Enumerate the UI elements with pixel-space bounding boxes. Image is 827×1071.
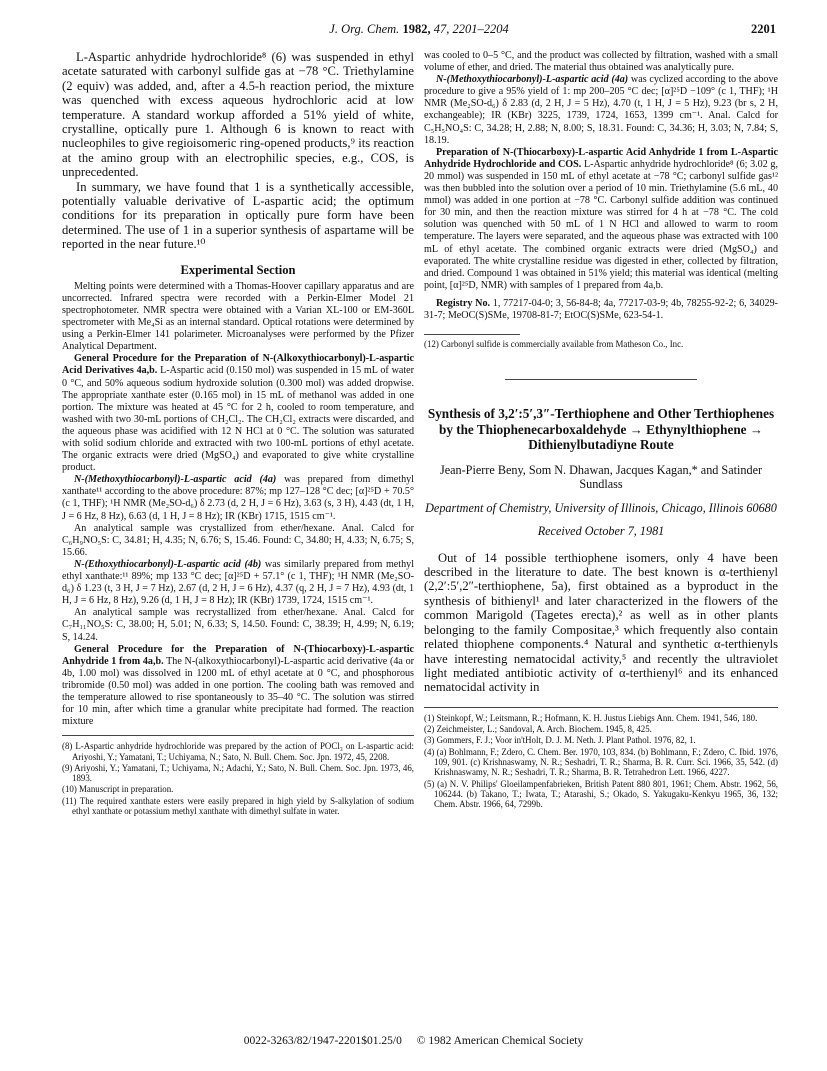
paragraph-compound-4a xyxy=(62,474,414,522)
paragraph-preparation-cos xyxy=(424,147,778,292)
footnote-3: (3) Gommers, F. J.; Voor in'tHolt, D. J. M. Neth. J. Plant Pathol. 1976, 82, 1. xyxy=(424,735,696,746)
article-body xyxy=(424,551,778,695)
compound-heading: N-(Ethoxythiocarbonyl)-L-aspartic acid (4b) xyxy=(74,558,262,570)
paragraph-general-procedure-2 xyxy=(62,644,414,729)
copyright-notice: © 1982 American Chemical Society xyxy=(416,1035,584,1047)
footnote-5: (5) (a) N. V. Philips' Gloeilampenfabrieken, British Patent 880 801, 1961; Chem. Abstr. 1962, 56, 106244. (b) Takano, T.; Iwata, T.; Atarashi, S.; Okado, S. Yakugaku-Kenkyu 1965, 36, 132; Chem. Abstr. 1966, 64, 7299b. xyxy=(424,778,778,810)
footnote-divider xyxy=(62,735,414,736)
section-title-experimental: Experimental Section xyxy=(180,262,296,277)
intro-text xyxy=(62,50,414,252)
footnote-9: (9) Ariyoshi, Y.; Yamatani, T.; Uchiyama, N.; Adachi, Y.; Sato, N. Bull. Chem. Soc. Jpn. 1973, 46, 1893. xyxy=(62,762,414,784)
left-column xyxy=(62,50,414,817)
footnotes-left xyxy=(62,741,414,816)
procedure-body: The N-(alkoxythiocarbonyl)-L-aspartic acid derivative (4a or 4b, 1.00 mol) was dissolved in 1200 mL of ethyl acetate at 0 °C, and phosphorous tribromide (0.50 mol) was added in one portion. The cooling bath was removed and the temperature allowed to rise spontaneously to 35–40 °C. The solution was stirred for 10 min, after which time a granular white precipitate had formed. The reaction mixture xyxy=(62,655,414,728)
paragraph-general-procedure-1 xyxy=(62,353,414,474)
paragraph-compound-4b xyxy=(62,559,414,607)
journal-citation xyxy=(62,22,776,37)
footnote-8: (8) L-Aspartic anhydride hydrochloride was prepared by the action of POCl₃ on L-aspartic acid: Ariyoshi, Y.; Yamatani, T.; Uchiyama, N.; Sato, N. Bull. Chem. Soc. Jpn. 1972, 45, 2208. xyxy=(62,741,414,762)
compound-heading: N-(Methoxythiocarbonyl)-L-aspartic acid (4a) xyxy=(74,474,277,486)
right-column xyxy=(424,50,778,810)
journal-pages: 2201–2204 xyxy=(452,22,509,36)
procedure-heading: Preparation of N-(Thiocarboxy)-L-aspartic Acid Anhydride 1 from L-Aspartic Anhydride Hydrochloride and COS. xyxy=(424,146,778,170)
page-footer xyxy=(0,1035,827,1047)
procedure-heading: General Procedure for the Preparation of N-(Thiocarboxy)-L-aspartic Anhydride 1 from 4a,b. xyxy=(62,643,414,667)
footnote-divider xyxy=(424,334,520,335)
compound-body: was cyclized according to the above procedure to give a 95% yield of 1: mp 200–205 °C dec; [α]²⁵D −109° (c 1, THF); ¹H NMR (Me₂SO-d₆) δ 2.83 (d, 2 H, J = 5 Hz), 4.70 (t, 1 H, J = 5 Hz), 9.23 (br s, 2 H, exchangeable); IR (KBr) 3225, 1739, 1724, 1653, 1399 cm⁻¹. Anal. Calcd for C₅H₅NO₄S: C, 34.28; H, 2.88; N, 8.00; S, 18.31. Found: C, 34.36; H, 3.03; N, 7.84; S, 18.19. xyxy=(424,74,778,146)
journal-year: 1982, xyxy=(402,22,431,36)
article-title: Synthesis of 3,2′:5′,3″-Terthiophene and Other Terthiophenes by the Thiophenecarboxaldehyde → Ethynylthiophene → Dithienylbutadiyne Route xyxy=(427,406,775,453)
registry-body: 1, 77217-04-0; 3, 56-84-8; 4a, 77217-03-9; 4b, 78255-92-2; 6, 34029-31-7; MeOC(S)SMe, 19708-81-7; EtOC(S)SMe, 623-54-1. xyxy=(424,297,778,321)
footnote-2: (2) Zeichmeister, L.; Sandoval, A. Arch. Biochem. 1945, 8, 425. xyxy=(424,724,652,735)
paragraph-methods: Melting points were determined with a Thomas-Hoover capillary apparatus and are uncorrected. Infrared spectra were recorded with a Perkin-Elmer Model 21 spectrophotometer. NMR spectra were obtained with a Varian XL-100 or EM-360L spectrometer with Me₄Si as an internal standard. Optical rotations were determined by using a Perkin-Elmer 141 polarimeter. Microanalyses were performed by the Pfizer Analytical Department. xyxy=(62,280,414,353)
journal-name: J. Org. Chem. xyxy=(329,22,400,36)
article-code: 0022-3263/82/1947-2201$01.25/0 xyxy=(243,1035,402,1047)
procedure-body: L-Aspartic acid (0.150 mol) was suspended in 15 mL of water 0 °C, and 50% aqueous sodium hydroxide solution (0.300 mol) was added dropwise. The appropriate xanthate ester (0.165 mol) in 15 mL of methanol was added in one portion. The mixture was heated at 45 °C for 2 h, cooled to room temperature, and washed with two 30-mL portions of CH₂Cl₂. The CH₂Cl₂ extracts were discarded, and the aqueous phase was acidified with 12 N HCl at 0 °C. The solution was saturated with solid sodium chloride and extracted with two 100-mL portions of ethyl acetate. The organic extracts were dried (MgSO₄) and evaporated to give white crystalline product. xyxy=(62,365,414,474)
registry-heading: Registry No. xyxy=(436,297,491,309)
procedure-body: L-Aspartic anhydride hydrochloride⁸ (6; 3.02 g, 20 mmol) was suspended in 150 mL of ethyl acetate at −78 °C; carbonyl sulfide gas¹² was then bubbled into the solution over a period of 10 min. Triethylamine (5.6 mL, 40 mmol) was added in one portion at −78 °C. Carbonyl sulfide addition was continued for 30 min, and then the reaction mixture was stirred for 4 h at −78 °C. The cold solution was quenched with 50 mL of 1 N HCl and allowed to warm to room temperature. The layers were separated, and the aqueous phase was extracted with 100 mL of ethyl acetate. The combined organic extracts were dried (MgSO₄) and evaporated. The white crystalline residue was digested in ether, collected by filtration, and dried. Compound 1 was obtained in 51% yield; this material was identical (melting point, [α]²⁵D, NMR) with samples of 1 prepared from 4a,b. xyxy=(424,158,779,291)
compound-heading: N-(Methoxythiocarbonyl)-L-aspartic acid (4a) xyxy=(436,74,629,86)
article-received-date: Received October 7, 1981 xyxy=(537,523,665,538)
paragraph-analysis-4a: An analytical sample was crystallized from ether/hexane. Anal. Calcd for C₆H₉NO₅S: C, 34.81; H, 4.35; N, 6.76; S, 15.46. Found: C, 34.80; H, 4.33; N, 6.75; S, 15.66. xyxy=(62,522,414,558)
footnote-12: (12) Carbonyl sulfide is commercially available from Matheson Co., Inc. xyxy=(424,339,684,350)
paragraph-reaction: L-Aspartic anhydride hydrochloride⁸ (6) was suspended in ethyl acetate saturated with carbonyl sulfide gas at −78 °C. Triethylamine (2 equiv) was added, and, after a 4.5-h reaction period, the mixture was quenched with excess aqueous hydrochloric acid at low temperature. A standard workup afforded a 51% yield of white, crystalline, optically pure 1. Although 6 is known to react with nucleophiles to give regioisomeric ring-opened products,⁹ its reaction at the amino group with an electrophilic species, e.g., COS, is unprecedented. xyxy=(62,50,414,180)
procedure-heading: General Procedure for the Preparation of N-(Alkoxythiocarbonyl)-L-aspartic Acid Derivatives 4a,b. xyxy=(62,353,414,377)
footnotes-right xyxy=(424,713,778,810)
paragraph-article-intro: Out of 14 possible terthiophene isomers, only 4 have been described in the literature to date. The best known is α-terthienyl (2,2′:5′,2″-terthiophene, 5a), first obtained as a byproduct in the synthesis of bithienyl¹ and later characterized in the flowers of the common Marigold (Tagetes erecta),² as well as in other plants belonging to the family Compositae,³ which frequently also contain related thiophene components.⁴ Natural and synthetic α-terthienyls have interesting nematocidal activity,⁵ and recently the ultraviolet light mediated antibiotic activity of α-terthienyl⁶ and its enhanced nematocidal activity in xyxy=(424,550,778,695)
journal-volume: 47, xyxy=(433,22,450,36)
footnote-11: (11) The required xanthate esters were easily prepared in high yield by S-alkylation of sodium ethyl xanthate or potassium methyl xanthate with dimethyl sulfate in water. xyxy=(62,795,414,817)
paragraph-registry xyxy=(424,298,778,322)
paragraph-continued: was cooled to 0–5 °C, and the product was collected by filtration, washed with a small volume of ether, and dried. The material thus obtained was analytically pure. xyxy=(424,50,778,74)
footnote-divider xyxy=(424,707,778,708)
article-separator xyxy=(505,379,697,380)
footnote-4: (4) (a) Bohlmann, F.; Zdero, C. Chem. Ber. 1970, 103, 834. (b) Bohlmann, F.; Zdero, C. Ibid. 1976, 109, 901. (c) Krishnaswamy, N. R.; Seshadri, T. R.; Sharma, B. R. Curr. Sci. 1966, 35, 542. (d) Krishnaswamy, N. R.; Seshadri, T. R.; Sharma, B. R. Tetrahedron Lett. 1966, 4227. xyxy=(424,746,778,778)
compound-body: was similarly prepared from methyl ethyl xanthate:¹¹ 89%; mp 133 °C dec; [α]²⁵D + 57.1° (c 1, THF); ¹H NMR (Me₂SO-d₆) δ 1.23 (t, 3 H, J = 7 Hz), 2.67 (d, 2 H, J = 6 Hz), 4.37 (q, 2 H, J = 7 Hz), 4.93 (dt, 1 H, J = 6 Hz, 8 Hz), 9.26 (d, 1 H, J = 8 Hz); IR (KBr) 1739, 1724, 1515 cm⁻¹. xyxy=(62,558,414,607)
footnote-10: (10) Manuscript in preparation. xyxy=(62,784,174,795)
article-affiliation: Department of Chemistry, University of Illinois, Chicago, Illinois 60680 xyxy=(425,500,777,515)
paragraph-summary: In summary, we have found that 1 is a synthetically accessible, potentially valuable derivative of L-aspartic acid; the optimum conditions for its preparation in optically pure form have been determined. The use of 1 in a superior synthesis of aspartame will be reported in the near future.¹⁰ xyxy=(62,179,414,252)
running-header xyxy=(62,22,776,40)
footnotes-right-top xyxy=(424,339,778,349)
paragraph-cyclization xyxy=(424,74,778,147)
paragraph-analysis-4b: An analytical sample was recrystallized from ether/hexane. Anal. Calcd for C₇H₁₁NO₅S: C, 38.00; H, 5.01; N, 6.33; S, 14.50. Found: C, 38.39; H, 4.99; N, 6.19; S, 14.24. xyxy=(62,607,414,643)
footnote-1: (1) Steinkopf, W.; Leitsmann, R.; Hofmann, K. H. Justus Liebigs Ann. Chem. 1941, 546, 180. xyxy=(424,712,758,723)
article-authors: Jean-Pierre Beny, Som N. Dhawan, Jacques Kagan,* and Satinder Sundlass xyxy=(439,462,763,491)
page-number: 2201 xyxy=(751,22,776,36)
compound-body: was prepared from dimethyl xanthate¹¹ according to the above procedure: 87%; mp 127–128 °C dec; [α]²⁵D + 70.5° (c 1, THF); ¹H NMR (Me₂SO-d₆) δ 2.73 (d, 2 H, J = 6 Hz), 3.63 (s, 3 H), 4.43 (dt, 1 H, J = 6 Hz, 8 Hz), 6.63 (d, 1 H, J = 8 Hz); IR (KBr) 1715, 1515 cm⁻¹. xyxy=(62,474,414,522)
